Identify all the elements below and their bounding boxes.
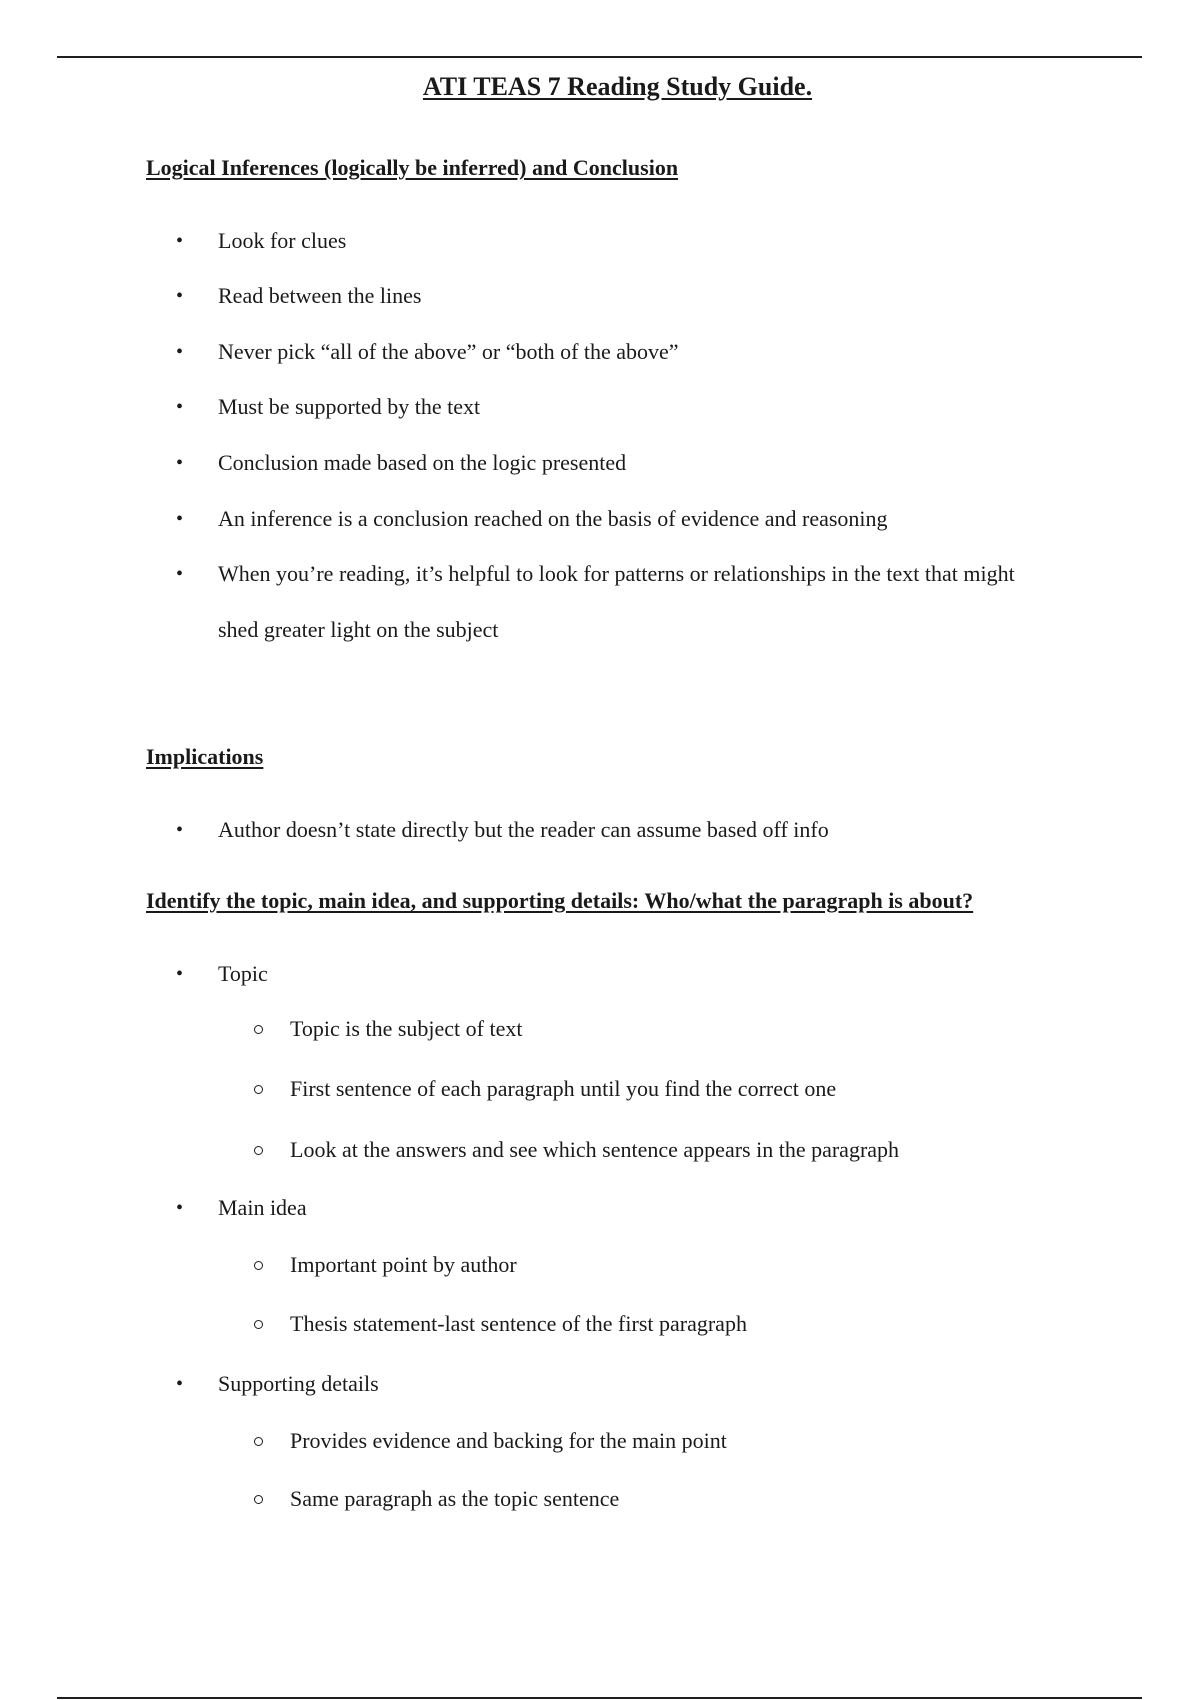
sub-list-item: Thesis statement-last sentence of the first paragraph xyxy=(146,1296,1046,1352)
list-item: • Conclusion made based on the logic presented xyxy=(146,435,1046,491)
sub-list-item: Look at the answers and see which sentence appears in the paragraph xyxy=(146,1122,1046,1178)
bottom-rule xyxy=(57,1697,1142,1699)
section-heading-topic-main-idea: Identify the topic, main idea, and supporting details: Who/what the paragraph is about? xyxy=(146,888,974,913)
circle-bullet-icon xyxy=(254,1261,263,1270)
list-item: • Supporting details xyxy=(146,1356,1046,1412)
top-rule xyxy=(57,56,1142,58)
bullet-icon: • xyxy=(176,341,184,363)
bullet-icon: • xyxy=(176,1197,184,1219)
bullet-icon: • xyxy=(176,285,184,307)
list-item: • Must be supported by the text xyxy=(146,379,1046,435)
sub-list-item: Provides evidence and backing for the main point xyxy=(146,1413,1046,1469)
document-title: ATI TEAS 7 Reading Study Guide. xyxy=(422,72,813,101)
sub-list-item: Topic is the subject of text xyxy=(146,1001,1046,1057)
sub-list-item: Same paragraph as the topic sentence xyxy=(146,1471,1046,1527)
list-item: • Read between the lines xyxy=(146,268,1046,324)
circle-bullet-icon xyxy=(254,1320,263,1329)
circle-bullet-icon xyxy=(254,1146,263,1155)
bullet-icon: • xyxy=(176,963,184,985)
circle-bullet-icon xyxy=(254,1085,263,1094)
list-item: • Main idea xyxy=(146,1180,1046,1236)
bullet-icon: • xyxy=(176,563,184,585)
bullet-icon: • xyxy=(176,508,184,530)
section-heading-implications: Implications xyxy=(146,744,264,769)
section-heading-logical-inferences: Logical Inferences (logically be inferred) and Conclusion xyxy=(146,155,679,180)
circle-bullet-icon xyxy=(254,1437,263,1446)
bullet-icon: • xyxy=(176,1373,184,1395)
circle-bullet-icon xyxy=(254,1025,263,1034)
list-item: • An inference is a conclusion reached on the basis of evidence and reasoning xyxy=(146,491,1046,547)
bullet-icon: • xyxy=(176,452,184,474)
list-item: • Look for clues xyxy=(146,213,1046,269)
list-item: • Topic xyxy=(146,946,1046,1002)
circle-bullet-icon xyxy=(254,1495,263,1504)
bullet-icon: • xyxy=(176,230,184,252)
list-item: • Never pick “all of the above” or “both of the above” xyxy=(146,324,1046,380)
bullet-icon: • xyxy=(176,396,184,418)
list-item: • Author doesn’t state directly but the reader can assume based off info xyxy=(146,802,1046,858)
sub-list-item: First sentence of each paragraph until you find the correct one xyxy=(146,1061,1046,1117)
sub-list-item: Important point by author xyxy=(146,1237,1046,1293)
bullet-icon: • xyxy=(176,819,184,841)
list-item: • When you’re reading, it’s helpful to look for patterns or relationships in the text that might shed greater light on the subject xyxy=(146,546,1046,658)
